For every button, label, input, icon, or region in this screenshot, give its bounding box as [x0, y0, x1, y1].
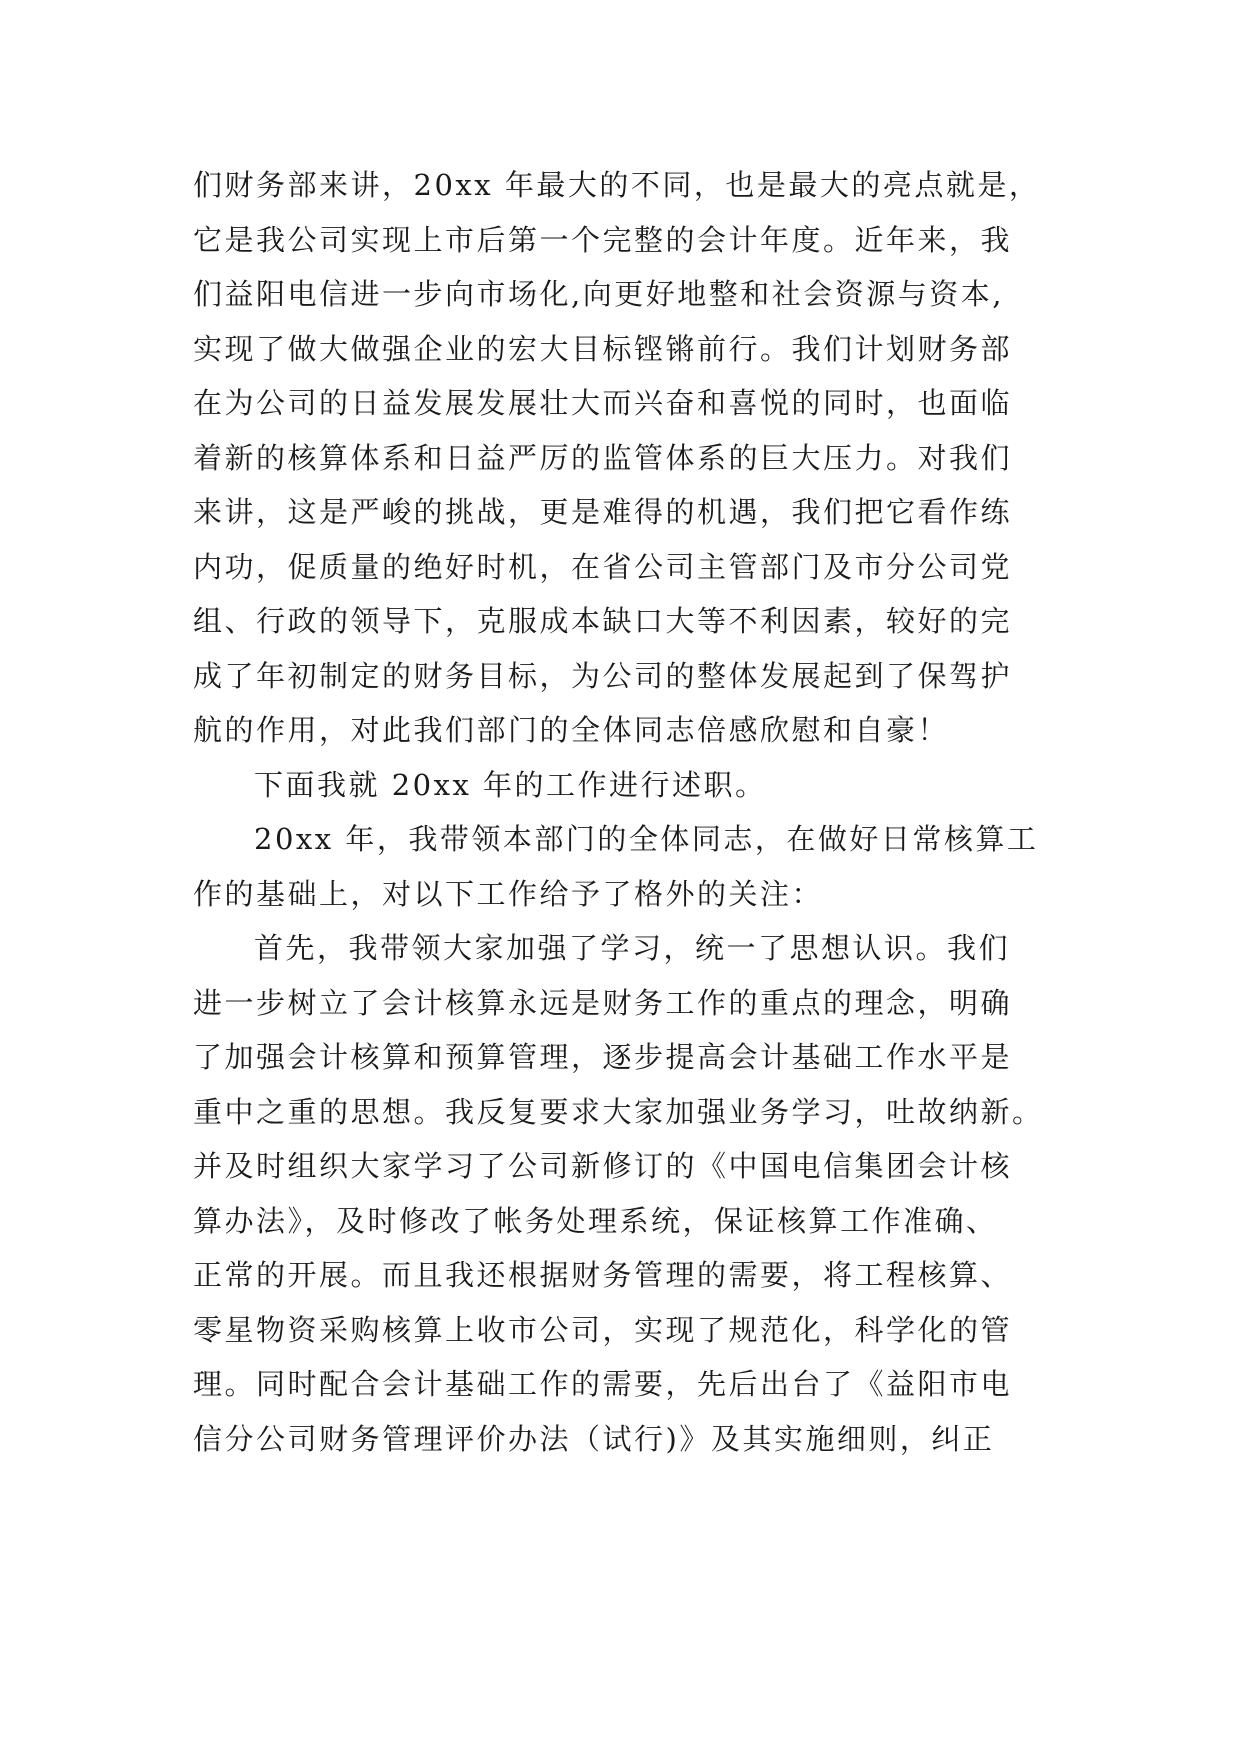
- text-line: 实现了做大做强企业的宏大目标铿锵前行。我们计划财务部: [193, 331, 1013, 366]
- body-text: [193, 158, 1073, 1466]
- text-line: 进一步树立了会计核算永远是财务工作的重点的理念，明确: [193, 985, 1013, 1020]
- text-line: 它是我公司实现上市后第一个完整的会计年度。近年来，我: [193, 222, 1013, 257]
- text-line: 内功，促质量的绝好时机，在省公司主管部门及市分公司党: [193, 549, 1013, 584]
- text-line: 着新的核算体系和日益严厉的监管体系的巨大压力。对我们: [193, 440, 1013, 475]
- text-line: 组、行政的领导下，克服成本缺口大等不利因素，较好的完: [193, 604, 1013, 638]
- text-line: 来讲，这是严峻的挑战，更是难得的机遇，我们把它看作练: [193, 495, 1013, 529]
- text-line: 零星物资采购核算上收市公司，实现了规范化，科学化的管: [193, 1312, 1013, 1347]
- text-line: 算办法》，及时修改了帐务处理系统，保证核算工作准确、: [193, 1203, 998, 1238]
- text-line: 了加强会计核算和预算管理，逐步提高会计基础工作水平是: [193, 1040, 1013, 1074]
- text-line: 信分公司财务管理评价办法（试行)》及其实施细则，纠正: [193, 1421, 995, 1456]
- text-line: 重中之重的思想。我反复要求大家加强业务学习，吐故纳新。: [193, 1094, 1044, 1129]
- text-line: 们财务部来讲，20xx 年最大的不同，也是最大的亮点就是，: [193, 168, 1041, 202]
- text-line: 并及时组织大家学习了公司新修订的《中国电信集团会计核: [193, 1149, 1013, 1183]
- paragraph-start-line: 20xx 年，我带领本部门的全体同志，在做好日常核算工: [254, 822, 1039, 856]
- paragraph-start-line: 首先，我带领大家加强了学习，统一了思想认识。我们: [254, 931, 1011, 965]
- text-line: 作的基础上，对以下工作给予了格外的关注：: [193, 876, 824, 911]
- text-line: 们益阳电信进一步向市场化,向更好地整和社会资源与资本,: [193, 277, 1004, 311]
- text-line: 成了年初制定的财务目标，为公司的整体发展起到了保驾护: [193, 658, 1013, 693]
- paragraph-start-line: 下面我就 20xx 年的工作进行述职。: [254, 767, 767, 802]
- text-line: 理。同时配合会计基础工作的需要，先后出台了《益阳市电: [193, 1367, 1013, 1401]
- text-line: 航的作用，对此我们部门的全体同志倍感欣慰和自豪！: [193, 713, 950, 747]
- text-line: 正常的开展。而且我还根据财务管理的需要，将工程核算、: [193, 1258, 1013, 1292]
- text-line: 在为公司的日益发展发展壮大而兴奋和喜悦的同时，也面临: [193, 386, 1013, 420]
